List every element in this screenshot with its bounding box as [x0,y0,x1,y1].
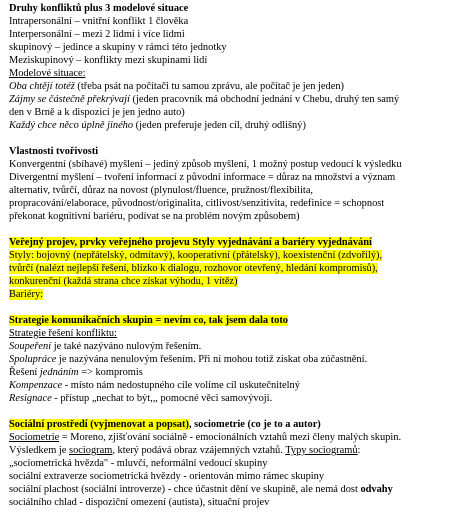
text-line: Intrapersonální – vnitřní konflikt 1 člověka [9,16,189,27]
highlight: Sociální prostředí (vyjmenovat a popsat) [9,419,189,430]
underlined-term: sociogram [69,445,113,456]
text-span: (jeden pracovník má obchodní jednání v Chebu, druhý ten samý [129,94,400,105]
text-line: den v Brně a k dispozici je jen jedno auto) [9,107,185,118]
text-span: - přístup „nechat to být,,, pomocné věci samovývojí. [51,393,273,404]
text-line [9,250,382,263]
emphasis: Spolupráce [9,354,57,365]
text-span: : [357,445,361,456]
highlight: tvůrčí (nalézt nejlepší řešení, blízko k dialogu, rozhovor otevřený, hledání kompromisů), [9,263,378,274]
text-line: propracování/elaborace, původnost/originalita, citlivost/senzitivita, redefinice = schopnost [9,198,385,209]
subheading-model-situations: Modelové situace: [9,68,86,79]
text-line [9,432,401,445]
emphasis: Resignace [9,393,52,404]
text-line [9,341,201,354]
text-line: Interpersonální – mezi 2 lidmi i více lidmi [9,29,185,40]
text-line [9,393,272,406]
text-span: => kompromis [78,367,143,378]
text-span: = Moreno, zjišťování sociálně - emocionálních vztahů mezi členy malých skupin. [59,432,402,443]
text-line [9,120,306,133]
text-line: překonat kognitivní bariéru, podívat se na problém novým způsobem) [9,211,300,222]
highlight: konkurenční (každá strana chce získat výhodu, 1 vítěz) [9,276,238,287]
text-line: sociálního chlad - dispoziční omezení (autista), situační projev [9,497,270,508]
text-line [9,81,344,94]
text-span: je také nazýváno nulovým řešením. [51,341,202,352]
text-span: sociální plachost (sociální introverze) - chce účastnit dění ve skupině, ale nemá dost [9,484,361,495]
text-line [9,445,360,458]
underlined-term: Typy sociogramů [285,445,358,456]
emphasis: Soupeření [9,341,52,352]
text-line [9,354,367,367]
text-span: (jeden preferuje jeden cíl, druhý odlišný) [133,120,306,131]
text-line [9,276,238,289]
text-line: sociální extraverze sociometrická hvězdy - orientován mimo rámec skupiny [9,471,325,482]
section-title-creativity: Vlastnosti tvořivosti [9,146,99,157]
text-line [9,484,393,497]
highlight: Veřejný projev, prvky veřejného projevu Styly vyjednávání a bariéry vyjednávání [9,237,372,248]
emphasis: jednáním [39,367,79,378]
text-line: skupinový – jedince a skupiny v rámci této jednotky [9,42,227,53]
highlight: Bariéry: [9,289,44,300]
text-line [9,289,43,302]
text-line: alternativ, tvůrčí, důraz na novost (plynulost/fluence, pružnost/flexibilita, [9,185,314,196]
text-line: Divergentní myšlení – tvoření informací z původní informace = důraz na množství a význam [9,172,396,183]
bold-term: odvahy [360,484,393,495]
text-line: Meziskupinový – konflikty mezi skupinami lidí [9,55,208,66]
emphasis: Kompenzace [9,380,63,391]
subheading-conflict-strategies: Strategie řešení konfliktu: [9,328,117,339]
emphasis: Zájmy se částečně překrývají [9,94,130,105]
text-span: , sociometrie (co je to a autor) [188,419,321,430]
text-line [9,380,300,393]
section-title-conflict-types: Druhy konfliktů plus 3 modelové situace [9,3,189,14]
text-span: Řešení [9,367,40,378]
text-span: (třeba psát na počítači tu samou zprávu, ale počítač je jen jeden) [74,81,344,92]
emphasis: Každý chce něco úplně jiného [9,120,134,131]
text-span: Výsledkem je [9,445,70,456]
highlight: Styly: bojovný (nepřátelský, odmítavý), kooperativní (přátelský), koexistenční (zdvořilý), [9,250,383,261]
text-line [9,263,378,276]
section-title-public-speech [9,237,372,250]
text-line: Konvergentní (sbíhavé) myšlení – jediný způsob myšlení, 1 možný postup vedoucí k výsledku [9,159,402,170]
underlined-term: Sociometrie [9,432,60,443]
text-line: „sociometrická hvězda" - mluvčí, neformální vedoucí skupiny [9,458,268,469]
section-title-social-environment [9,419,321,432]
text-span: - místo nám nedostupného cíle volíme cíl uskutečnitelný [62,380,300,391]
highlight: Strategie komunikačních skupin = nevím co, tak jsem dala toto [9,315,288,326]
text-span: je nazývána nenulovým řešením. Při ní mohou totiž získat oba zúčastnění. [56,354,368,365]
text-line [9,94,399,107]
text-span: , který podává obraz vzájemných vztahů. [112,445,286,456]
section-title-strategies [9,315,288,328]
text-line [9,367,143,380]
emphasis: Oba chtějí totéž [9,81,75,92]
